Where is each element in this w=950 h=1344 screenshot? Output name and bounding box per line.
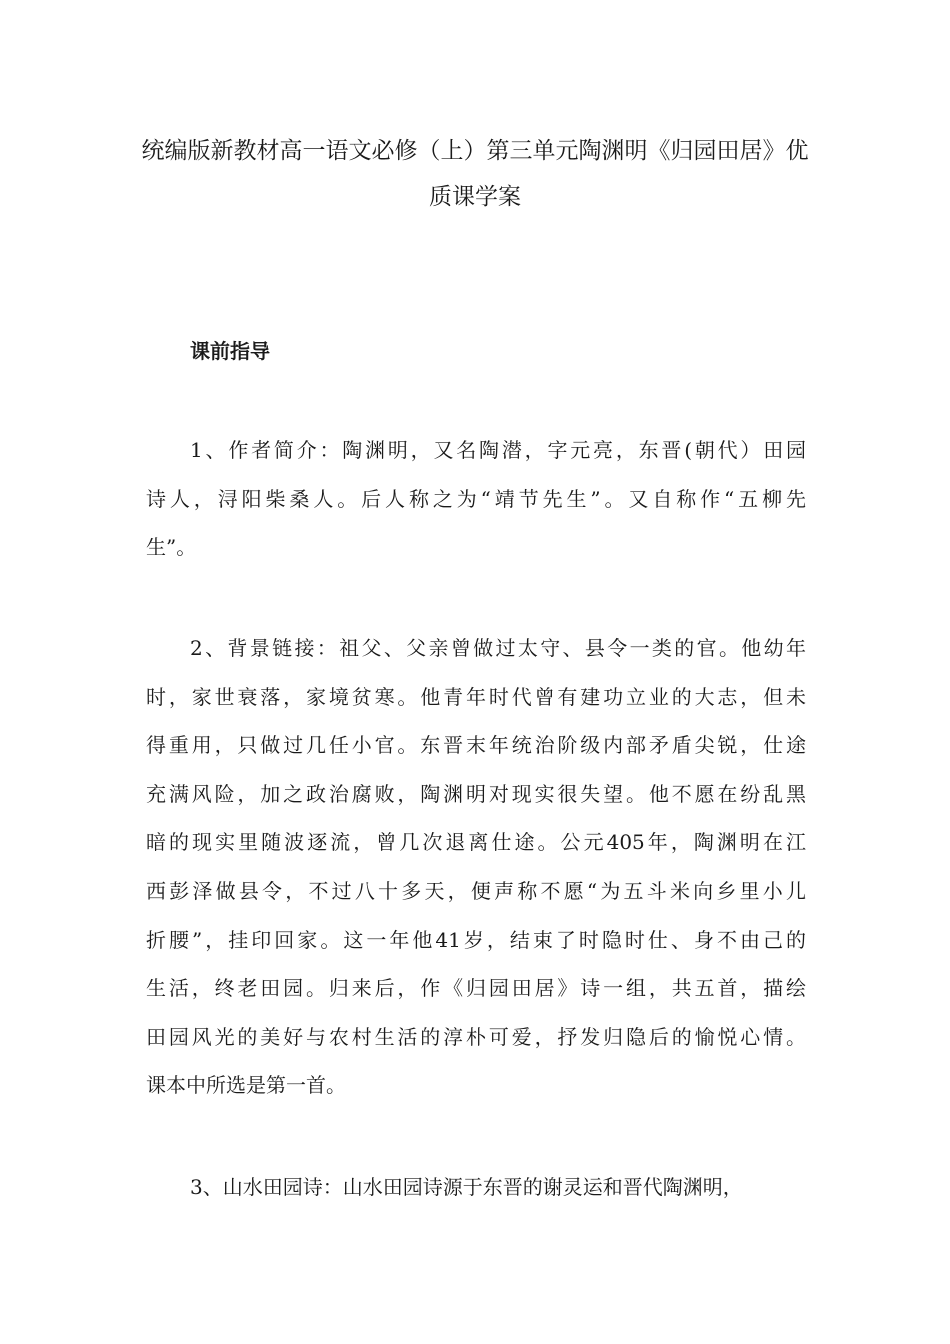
paragraph-line: 生”。 [146,535,197,560]
paragraph-line: 2、背景链接：祖父、父亲曾做过太守、县令一类的官。他幼年 [190,636,806,660]
paragraph-line: 折腰”，挂印回家。这一年他41岁，结束了时隐时仕、身不由己的 [146,927,806,952]
title-line: 质课学案 [429,184,521,210]
paragraph-background [146,624,806,1110]
paragraph-line: 田园风光的美好与农村生活的淳朴可爱，抒发归隐后的愉悦心情。 [146,1024,806,1049]
paragraph-line: 充满风险，加之政治腐败，陶渊明对现实很失望。他不愿在纷乱黑 [146,781,806,806]
paragraph-line: 生活，终老田园。归来后，作《归园田居》诗一组，共五首，描绘 [146,976,806,1001]
paragraph-line: 诗人，浔阳柴桑人。后人称之为“靖节先生”。又自称作“五柳先 [146,486,806,511]
paragraph-line: 1、作者简介：陶渊明，又名陶潜，字元亮，东晋(朝代）田园 [190,438,806,462]
paragraph-line: 西彭泽做县令，不过八十多天，便声称不愿“为五斗米向乡里小儿 [146,878,806,903]
paragraph-line: 得重用，只做过几任小官。东晋末年统治阶级内部矛盾尖锐，仕途 [146,733,806,758]
document-title [130,128,820,220]
paragraph-line: 暗的现实里随波逐流，曾几次退离仕途。公元405年，陶渊明在江 [146,830,806,855]
paragraph-line: 课本中所选是第一首。 [146,1073,346,1098]
paragraph-landscape-poetry [146,1163,806,1212]
title-line: 统编版新教材高一语文必修（上）第三单元陶渊明《归园田居》优 [141,138,809,164]
paragraph-line: 3、山水田园诗：山水田园诗源于东晋的谢灵运和晋代陶渊明， [190,1175,743,1199]
paragraph-author-intro [146,426,806,572]
paragraph-line: 时，家世衰落，家境贫寒。他青年时代曾有建功立业的大志，但未 [146,684,806,709]
section-heading: 课前指导 [190,339,270,363]
